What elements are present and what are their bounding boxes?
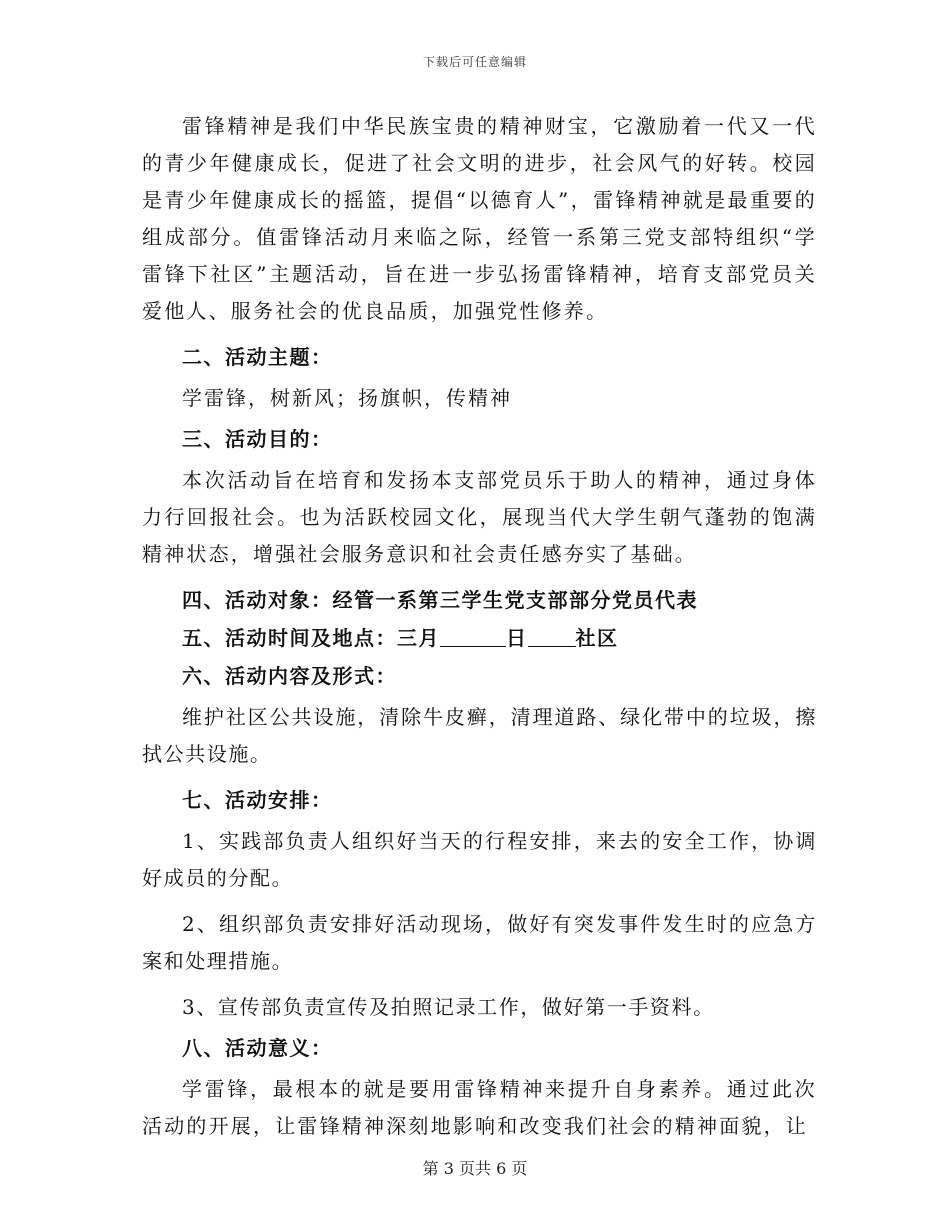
- section-heading-theme: 二、活动主题：: [182, 345, 333, 369]
- time-place-label: 五、活动时间及地点：三月: [182, 626, 440, 650]
- page-header: 下载后可任意编辑: [422, 55, 527, 69]
- section-heading-purpose: 三、活动目的：: [182, 427, 333, 451]
- document-body: [142, 108, 817, 1145]
- section-heading-time-place: [142, 620, 817, 657]
- section-heading-target: 四、活动对象：经管一系第三学生党支部部分党员代表: [182, 588, 698, 612]
- section-body-purpose: 本次活动旨在培育和发扬本支部党员乐于助人的精神，通过身体力行回报社会。也为活跃校园文化，展现当代大学生朝气蓬勃的饱满精神状态，增强社会服务意识和社会责任感夯实了基础。: [142, 468, 817, 566]
- section-body-theme: 学雷锋，树新风；扬旗帜，传精神: [182, 386, 512, 410]
- place-blank: [528, 626, 576, 647]
- section-heading-content: 六、活动内容及形式：: [182, 664, 397, 688]
- arrangement-item-2: 2、组织部负责安排好活动现场，做好有突发事件发生时的应急方案和处理措施。: [142, 912, 817, 973]
- section-body-content: 维护社区公共设施，清除牛皮癣，清理道路、绿化带中的垃圾，擦拭公共设施。: [142, 705, 817, 766]
- section-body-significance: 学雷锋，最根本的就是要用雷锋精神来提升自身素养。通过此次活动的开展，让雷锋精神深刻地影响和改变我们社会的精神面貌，让: [142, 1077, 817, 1138]
- arrangement-item-3: 3、宣传部负责宣传及拍照记录工作，做好第一手资料。: [182, 995, 715, 1019]
- time-place-day: 日: [506, 626, 528, 650]
- page-footer: 第 3 页共 6 页: [422, 1159, 528, 1178]
- intro-paragraph: 雷锋精神是我们中华民族宝贵的精神财宝，它激励着一代又一代的青少年健康成长，促进了社会文明的进步，社会风气的好转。校园是青少年健康成长的摇篮，提倡“以德育人”，雷锋精神就是最重要的组成部分。值雷锋活动月来临之际，经管一系第三党支部特组织“学雷锋下社区”主题活动，旨在进一步弘扬雷锋精神，培育支部党员关爱他人、服务社会的优良品质，加强党性修养。: [142, 114, 817, 323]
- month-day-blank: [440, 626, 506, 647]
- section-heading-arrangement: 七、活动安排：: [182, 788, 333, 812]
- arrangement-item-1: 1、实践部负责人组织好当天的行程安排，来去的安全工作，协调好成员的分配。: [142, 829, 817, 890]
- time-place-place: 社区: [575, 626, 619, 650]
- section-heading-significance: 八、活动意义：: [182, 1036, 333, 1060]
